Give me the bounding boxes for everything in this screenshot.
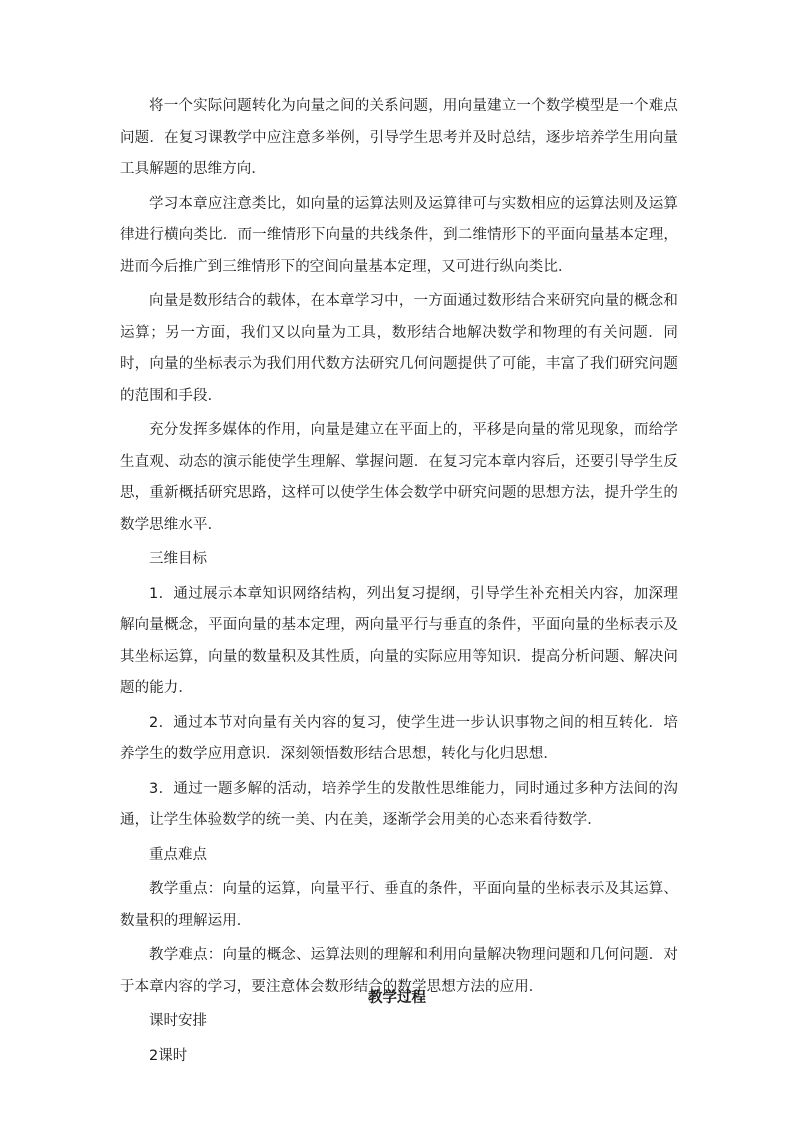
keypoint-difficulty: 教学难点：向量的概念、运算法则的理解和利用向量解决物理问题和几何问题．对于本章内容的学习，要注意体会数形结合的数学思想方法的应用．	[120, 947, 678, 995]
keypoints-heading: 重点难点	[149, 846, 207, 863]
keypoint-focus: 教学重点：向量的运算，向量平行、垂直的条件，平面向量的坐标表示及其运算、数量积的理解运用．	[120, 881, 678, 929]
schedule-heading: 课时安排	[149, 1013, 207, 1029]
goal-item-1: 1．通过展示本章知识网络结构，列出复习提纲，引导学生补充相关内容，加深理解向量概念，平面向量的基本定理，两向量平行与垂直的条件，平面向量的坐标表示及其坐标运算，向量的数量积及其性质，向量的实际应用等知识．提高分析问题、解决问题的能力．	[120, 585, 678, 696]
goal-item-2: 2．通过本节对向量有关内容的复习，使学生进一步认识事物之间的相互转化．培养学生的数学应用意识．深刻领悟数形结合思想，转化与化归思想．	[120, 714, 678, 762]
schedule-value: 2课时	[149, 1047, 188, 1064]
process-title: 教学过程	[368, 990, 426, 1006]
intro-paragraph-2: 学习本章应注意类比，如向量的运算法则及运算律可与实数相应的运算法则及运算律进行横向类比．而一维情形下向量的共线条件，到二维情形下的平面向量基本定理，进而今后推广到三维情形下的空间向量基本定理，又可进行纵向类比．	[120, 195, 678, 275]
document-body	[120, 91, 678, 1075]
goal-item-3: 3．通过一题多解的活动，培养学生的发散性思维能力，同时通过多种方法间的沟通，让学生体验数学的统一美、内在美，逐渐学会用美的心态来看待数学．	[120, 780, 678, 828]
intro-paragraph-4: 充分发挥多媒体的作用，向量是建立在平面上的，平移是向量的常见现象，而给学生直观、动态的演示能使学生理解、掌握问题．在复习完本章内容后，还要引导学生反思，重新概括研究思路，这样可以使学生体会数学中研究问题的思想方法，提升学生的数学思维水平．	[120, 422, 678, 533]
goals-heading: 三维目标	[149, 551, 207, 567]
intro-paragraph-3: 向量是数形结合的载体，在本章学习中，一方面通过数形结合来研究向量的概念和运算；另一方面，我们又以向量为工具，数形结合地解决数学和物理的有关问题．同时，向量的坐标表示为我们用代数方法研究几何问题提供了可能，丰富了我们研究问题的范围和手段．	[120, 293, 678, 404]
intro-paragraph-1: 将一个实际问题转化为向量之间的关系问题，用向量建立一个数学模型是一个难点问题．在复习课教学中应注意多举例，引导学生思考并及时总结，逐步培养学生用向量工具解题的思维方向．	[120, 98, 678, 177]
